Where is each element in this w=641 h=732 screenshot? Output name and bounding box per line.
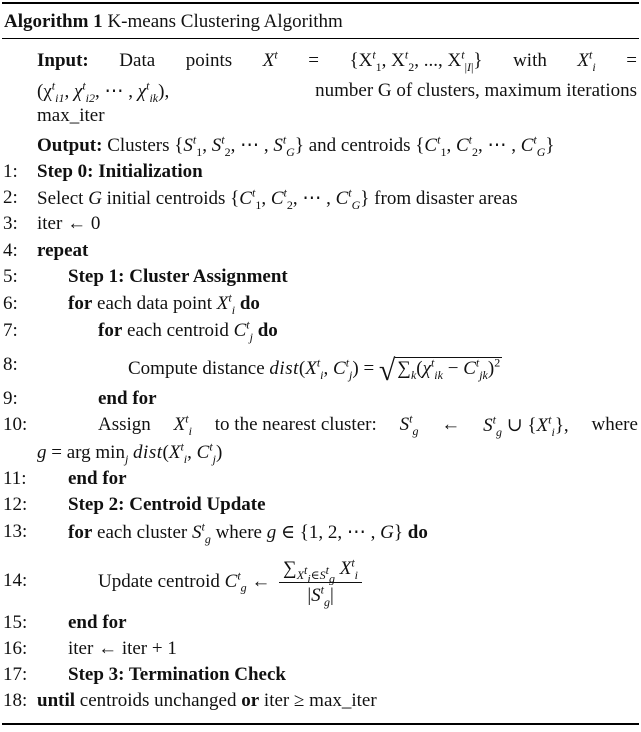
input-rest: number G of clusters, maximum iterations — [315, 80, 637, 101]
line-text: each centroid — [127, 320, 229, 341]
input-eq: = — [626, 50, 637, 71]
keyword: end for — [68, 468, 127, 489]
keyword: until — [37, 690, 76, 711]
line-text: from disaster areas — [374, 188, 518, 209]
input-var: $X^t$ — [262, 47, 278, 71]
input-keyword: Input: — [37, 50, 89, 71]
algorithm-caption — [4, 11, 343, 33]
output-text: and centroids — [308, 135, 411, 156]
line-number: 7: — [3, 320, 18, 341]
input-eq: = — [308, 50, 319, 71]
line-number: 14: — [3, 570, 28, 591]
sqrt-expression: √ $\sum_k(\chi^t_{ik} - C^t_{jk})^2$ — [378, 354, 501, 387]
step-heading: Step 3: Termination Check — [68, 664, 286, 685]
centroid-fraction: $\frac{\sum_{X^t_i\in S^t_g} X^t_i}{|S^t_g|}$ — [279, 558, 362, 607]
line-number: 10: — [3, 414, 28, 435]
line-text: Compute distance — [128, 358, 265, 379]
line-text: each cluster — [97, 522, 188, 543]
keyword: do — [239, 293, 260, 314]
keyword: do — [407, 522, 428, 543]
line-text: to the nearest cluster: — [214, 414, 377, 435]
keyword: for — [68, 522, 93, 543]
line-text: each data point — [97, 293, 213, 314]
step-heading: Step 1: Cluster Assignment — [68, 266, 288, 287]
keyword: for — [98, 320, 123, 341]
line-number: 13: — [3, 521, 28, 542]
algorithm-number: Algorithm 1 — [4, 11, 103, 32]
line-text: iter ≥ max_iter — [263, 690, 377, 711]
keyword: repeat — [37, 240, 89, 261]
bottom-rule — [2, 723, 639, 725]
caption-rule — [2, 38, 639, 39]
line-text: centroids unchanged — [79, 690, 237, 711]
line-text: iter ← 0 — [37, 213, 101, 234]
line-text: where — [215, 522, 262, 543]
line-number: 17: — [3, 664, 28, 685]
keyword: end for — [98, 388, 157, 409]
line-number: 3: — [3, 213, 18, 234]
output-text: Clusters — [107, 135, 170, 156]
input-set: {$X^t_1$, $X^t_2$, ..., $X^t_{|I|}$} — [349, 47, 483, 74]
line-text: Update centroid — [98, 570, 220, 592]
input-word: with — [513, 50, 547, 71]
line-number: 1: — [3, 161, 18, 182]
step-heading: Step 0: Initialization — [37, 161, 203, 182]
line-text: initial centroids — [106, 188, 226, 209]
line-number: 6: — [3, 293, 18, 314]
line-number: 16: — [3, 638, 28, 659]
algorithm-box: Algorithm 1 K-means Clustering Algorithm Input: Data points $X^t$ = {$X^t_1$, $X^t_2$, ..., $X^t_{|I|}$} with $X^t_i$ = ($\chi^t_{i1}$, $\chi^t_{i2}$, ⋯ , $\chi^t_{ik}$), number G of clusters, maximum iterations max_iter Output: Clusters {$S^t_1$, $S^t_2$, ⋯ , $S^t_G$} and centroids {$C^t_1$, $C^t_2$, ⋯ , $C^t_G$} 1: Step 0: Initialization 2: Select G initial centroids {$C^t_1$, $C^t_2$, ⋯ , $C^t_G$} from disaster areas 3: iter ← 0 4: repeat 5: Step 1: Cluster Assignment 6: for each data point $X^t_i$ do 7: for each centroid $C^t_j$ do 8: Compute distance $dist(X^t_i$, $C^t_j$) = √ $\sum_k(\chi^t_{ik} - C^t_{jk})^2$ 9: end for 10: Assign $X^t_i$ to the nearest cluster: $S^t_g$ ← $S^t_g$ ∪ $\{X^t_i\}$, where g = arg $\min_j$ $dist(X^t_i$, $C^t_j$) 11: end for 12: Step 2: Centroid Update 13: for each cluster $S^t_g$ where g ∈ {1, 2, ⋯ , G} do 14: Update centroid $C^t_g$ ← $\frac{\sum_{X^t_i\in S^t_g} X^t_i}{|S^t_g|}$ 15: end for 16: iter ← iter + 1 17: Step 3: Termination Check 18: until centroids unchanged or iter ≥ max_iter — [0, 0, 641, 732]
line-text: iter ← iter + 1 — [68, 638, 177, 659]
line-number: 5: — [3, 266, 18, 287]
keyword: end for — [68, 612, 127, 633]
line-text: Assign — [98, 414, 151, 435]
input-word: points — [185, 50, 233, 71]
keyword: or — [241, 690, 260, 711]
input-tuple: ($\chi^t_{i1}$, $\chi^t_{i2}$, ⋯ , $\chi^t_{ik}$), — [37, 78, 170, 105]
input-word: Data — [119, 50, 156, 71]
line-number: 2: — [3, 187, 18, 208]
line-number: 4: — [3, 240, 18, 261]
line-number: 9: — [3, 388, 18, 409]
line-number: 18: — [3, 690, 28, 711]
input-var: $X^t_i$ — [577, 47, 596, 74]
line-number: 8: — [3, 354, 18, 375]
input-maxiter: max_iter — [37, 105, 105, 126]
line-text: Select — [37, 188, 84, 209]
output-keyword: Output: — [37, 135, 103, 156]
algorithm-title: K-means Clustering Algorithm — [107, 11, 343, 32]
step-heading: Step 2: Centroid Update — [68, 494, 266, 515]
line-number: 15: — [3, 612, 28, 633]
line-number: 11: — [3, 468, 27, 489]
line-text: where — [591, 414, 638, 435]
line-number: 12: — [3, 494, 28, 515]
keyword: do — [257, 320, 278, 341]
keyword: for — [68, 293, 93, 314]
top-rule — [2, 2, 639, 4]
